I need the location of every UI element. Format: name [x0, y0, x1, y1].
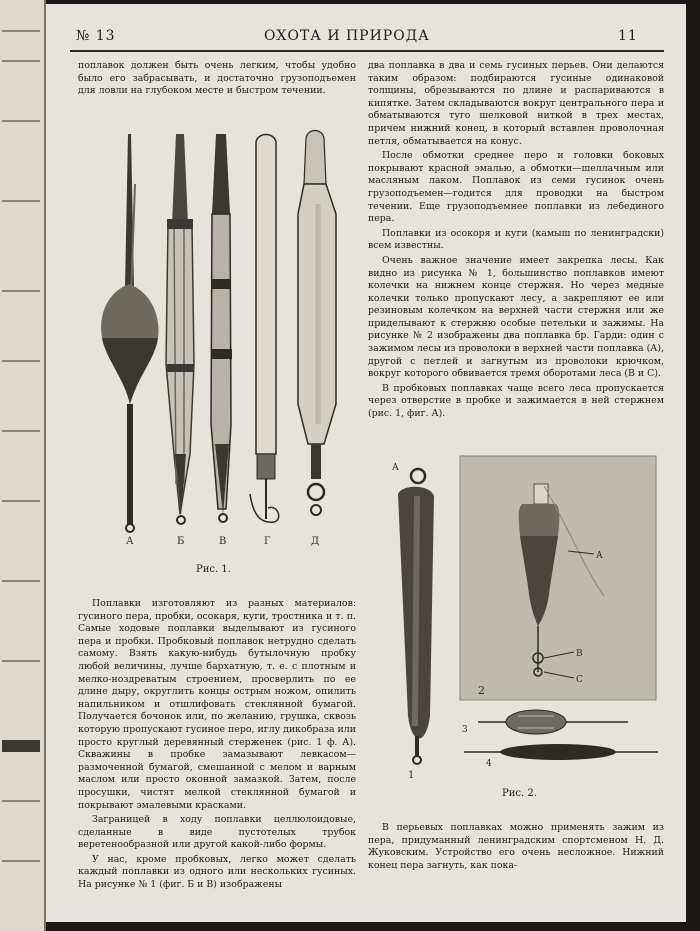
right-column-bottom: [368, 822, 664, 874]
left-column-bottom: [78, 598, 356, 894]
fig2-label-2: 2: [478, 684, 485, 697]
fig2-label-a: А: [596, 551, 603, 561]
figure-1: [78, 124, 358, 549]
fig2-label-c: С: [576, 675, 583, 685]
fig2-label-4: 4: [486, 759, 492, 769]
right-paragraph-4: Очень важное значение имеет закрепка лесы. Как видно из рисунка № 1, большинство поплавков имеют колечки на нижнем конце стержня. Но через медные колечки только пропускают лесу, а закрепляют ее или резиновым колечком на верхней части стержня или же приделывают к стержню особые петельки и зажимы. На рисунке № 2 изображены два поплавка бр. Гарди: один с зажимом лесы из проволоки в верхней части поплавка (А), другой с петлей и загнутым из проволоки крючком, вокруг которого обвивается тремя оборотами леса (В и С).: [368, 254, 664, 380]
figure-2-caption: Рис. 2.: [502, 788, 537, 799]
left-column-top: [78, 60, 356, 100]
fig1-label-b: Б: [177, 536, 185, 547]
right-paragraph-5: В пробковых поплавках чаще всего леса пропускается через отверстие в пробке и зажимается в ней стержнем (рис. 1, фиг. А).: [368, 382, 664, 420]
figure-2: [368, 446, 664, 786]
fig2-label-b: В: [576, 649, 583, 659]
left-paragraph-3: У нас, кроме пробковых, легко может сделать каждый поплавки из одного или нескольких гусиных. На рисунке № 1 (фиг. Б и В) изображены: [78, 853, 356, 891]
float-2-photo-panel: [460, 456, 656, 700]
header-rule: [70, 50, 664, 52]
journal-title: ОХОТА И ПРИРОДА: [264, 28, 430, 44]
issue-number: № 13: [76, 28, 116, 44]
page-number: 11: [618, 28, 638, 44]
fig1-label-a: А: [126, 536, 134, 547]
left-paragraph-1: Поплавки изготовляют из разных материалов: гусиного пера, пробки, осокаря, куги, тростника и т. п. Самые ходовые поплавки выделывают из гусиного пера и пробки. Пробковый поплавок нетрудно сделать самому. Взять какую-нибудь бутылочную пробку любой величины, лучше бархатную, т. е. с плотным и мелко-ноздреватым строением, просверлить по ее длине дыру, округлить концы острым ножом, опилить напильником и отшлифовать стеклянной бумагой. Получается бочонок или, по желанию, грушка, сквозь которую пропускают гусиное перо, иглу дикобраза или просто круглый деревянный стерженек (рис. 1 ф. А). Скважины в пробке замазывают левкасом—размоченной бумагой, смешанной с мелом и варным маслом или просто оконной замазкой. Затем, после просушки, чистят мелкой стеклянной бумагой и покрывают эмалевыми красками.: [78, 598, 356, 811]
right-paragraph-6: В перьевых поплавках можно применять зажим из пера, придуманный ленинградским спортсменом Н. Д. Жуковским. Устройство его очень несложное. Нижний конец пера загнуть, как пока-: [368, 822, 664, 871]
left-paragraph-2: Заграницей в ходу поплавки целлюлоидовые, сделанные в виде пустотелых трубок веретенообразной или другой какой-либо формы.: [78, 814, 356, 851]
left-page-edge: [0, 0, 46, 931]
float-1-torpedo: [392, 463, 434, 781]
float-b-quill-bundle: [166, 134, 194, 547]
right-paragraph-1: два поплавка в два и семь гусиных перьев. Они делаются таким образом: подбираются гусиные одинаковой толщины, обрезываются по длине и распариваются в кипятке. Затем складываются вокруг центрального пера и обматываются туго шелковой ниткой в трех местах, причем нижний конец, в который вставлен проволочная петля, обматывается на конус.: [368, 60, 664, 147]
right-column-top: [368, 60, 664, 423]
fig2-label-3: 3: [462, 725, 468, 735]
right-paragraph-2: После обмотки среднее перо и головки боковых покрывают красной эмалью, а обмотки—шеллачным или масляным лаком. Поплавок из семи гусинок очень грузоподъемен—годится для проводки на быстром течении. Еще грузоподъемнее поплавки из лебединого пера.: [368, 150, 664, 225]
left-top-paragraph: поплавок должен быть очень легким, чтобы удобно было его забрасывать, и достаточно грузоподъемен для ловли на глубоком месте и быстром течении.: [78, 60, 356, 97]
float-d-reed: [250, 135, 279, 548]
fig2-label-1: 1: [408, 770, 415, 781]
fig1-label-c: В: [219, 536, 227, 547]
fig1-label-d: Г: [264, 536, 271, 547]
float-a-cork-pear: [101, 134, 158, 547]
float-c-wrapped-quill: [211, 134, 232, 547]
float-4-cigar: [464, 744, 658, 769]
fig2-label-1a: А: [392, 463, 399, 473]
figure-1-caption: Рис. 1.: [196, 564, 231, 575]
fig1-label-e: Д: [311, 536, 320, 547]
right-paragraph-3: Поплавки из осокоря и куги (камыш по ленинградски) всем известны.: [368, 227, 664, 252]
journal-page: [46, 4, 686, 922]
float-e-spindle: [298, 131, 336, 548]
float-3-barrel: [462, 710, 628, 735]
